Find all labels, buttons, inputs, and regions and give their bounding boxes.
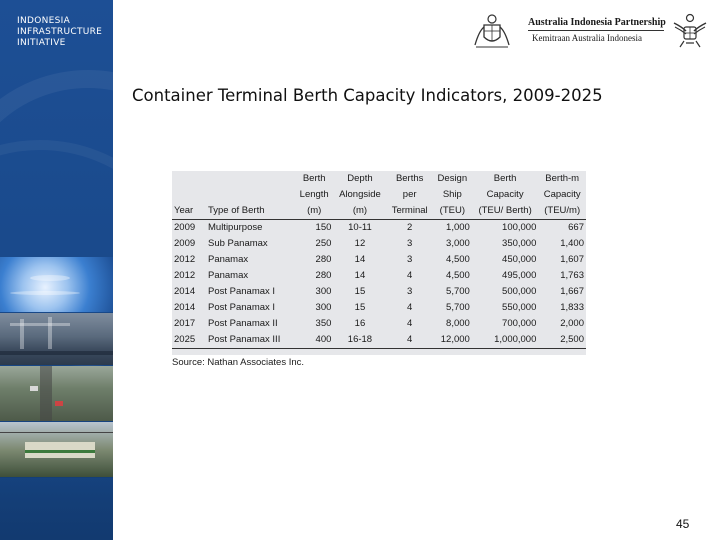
road-photo bbox=[0, 366, 113, 421]
cell: Post Panamax III bbox=[206, 332, 295, 349]
cell: 280 bbox=[315, 270, 332, 281]
cell: 450,000 bbox=[502, 254, 537, 265]
col-header: (TEU/ Berth) bbox=[472, 203, 539, 220]
cell: 5,700 bbox=[446, 302, 470, 313]
cell: 2014 bbox=[174, 286, 196, 297]
col-header: Capacity bbox=[486, 189, 524, 200]
cell: 16 bbox=[354, 318, 366, 329]
cell: 2009 bbox=[174, 238, 196, 249]
cell: 300 bbox=[315, 302, 332, 313]
cell: Post Panamax I bbox=[208, 286, 276, 297]
partnership-subtitle: Kemitraan Australia Indonesia bbox=[532, 33, 642, 43]
cell: 280 bbox=[315, 254, 332, 265]
cell: 4 bbox=[387, 332, 433, 349]
cell: 495,000 bbox=[502, 270, 537, 281]
cell: Post Panamax I bbox=[208, 302, 276, 313]
cell: Sub Panamax bbox=[208, 238, 268, 249]
cell: 2009 bbox=[174, 222, 196, 233]
slide-title: Container Terminal Berth Capacity Indicators, 2009-2025 bbox=[132, 86, 603, 105]
col-header: Berth-m bbox=[545, 173, 580, 184]
cell: Post Panamax II bbox=[208, 318, 278, 329]
cell: 2012 bbox=[174, 270, 196, 281]
cell: 5,700 bbox=[446, 286, 470, 297]
cell: 10-11 bbox=[348, 222, 372, 233]
rail-photo bbox=[0, 422, 113, 477]
col-header: Ship bbox=[442, 189, 462, 200]
table-row bbox=[172, 268, 586, 284]
cell: 1,400 bbox=[560, 238, 584, 249]
cell: 12 bbox=[354, 238, 366, 249]
logo-line: INITIATIVE bbox=[17, 38, 66, 48]
cell: 4 bbox=[407, 318, 413, 329]
cell: 3 bbox=[407, 286, 413, 297]
cell: 300 bbox=[315, 286, 332, 297]
cell: 1,000,000 bbox=[472, 332, 539, 349]
col-header: Berth bbox=[302, 173, 326, 184]
cell: 16-18 bbox=[333, 332, 386, 349]
cell: 2017 bbox=[174, 318, 196, 329]
cell: 1,607 bbox=[560, 254, 584, 265]
cell: 350,000 bbox=[502, 238, 537, 249]
table-source: Source: Nathan Associates Inc. bbox=[172, 357, 305, 368]
table-row bbox=[172, 236, 586, 252]
cell: 350 bbox=[315, 318, 332, 329]
logo-line: INFRASTRUCTURE bbox=[17, 27, 103, 37]
table-row bbox=[172, 284, 586, 300]
col-header: (m) bbox=[333, 203, 386, 220]
partnership-name: Australia Indonesia Partnership bbox=[528, 17, 666, 28]
berth-capacity-table bbox=[172, 171, 586, 355]
cell: Multipurpose bbox=[208, 222, 263, 233]
col-header bbox=[206, 187, 295, 203]
col-header: Length bbox=[299, 189, 329, 200]
cell: 15 bbox=[354, 286, 366, 297]
cell: 700,000 bbox=[502, 318, 537, 329]
cell: 15 bbox=[354, 302, 366, 313]
col-header: Type of Berth bbox=[206, 203, 295, 220]
cell: 100,000 bbox=[502, 222, 537, 233]
cell: 3,000 bbox=[446, 238, 470, 249]
col-header: Terminal bbox=[387, 203, 433, 220]
cell: Panamax bbox=[208, 254, 249, 265]
cell: 14 bbox=[354, 270, 366, 281]
cell: Panamax bbox=[208, 270, 249, 281]
col-header bbox=[172, 171, 206, 187]
col-header: Capacity bbox=[543, 189, 581, 200]
logo-line: INDONESIA bbox=[17, 16, 71, 26]
cell: 4 bbox=[407, 302, 413, 313]
col-header: (TEU) bbox=[433, 203, 472, 220]
col-header bbox=[172, 187, 206, 203]
table-row bbox=[172, 300, 586, 316]
table-row bbox=[172, 252, 586, 268]
cell: 2012 bbox=[174, 254, 196, 265]
cell: 250 bbox=[315, 238, 332, 249]
cell: 3 bbox=[407, 238, 413, 249]
sidebar-fade bbox=[0, 478, 113, 540]
col-header: Design bbox=[437, 173, 468, 184]
cell: 14 bbox=[354, 254, 366, 265]
cell: 2 bbox=[407, 222, 413, 233]
col-header bbox=[206, 171, 295, 187]
cell: 1,667 bbox=[560, 286, 584, 297]
col-header: Depth bbox=[347, 173, 373, 184]
cell: 1,763 bbox=[560, 270, 584, 281]
cell: 12,000 bbox=[433, 332, 472, 349]
col-header: Alongside bbox=[339, 189, 381, 200]
cell: 2,500 bbox=[538, 332, 586, 349]
australia-coat-of-arms-icon bbox=[472, 11, 512, 51]
cell: 500,000 bbox=[502, 286, 537, 297]
col-header: Berth bbox=[493, 173, 517, 184]
col-header: (TEU/m) bbox=[538, 203, 586, 220]
col-header: Berths bbox=[395, 173, 424, 184]
table-row bbox=[172, 220, 586, 237]
col-header: Year bbox=[172, 203, 206, 220]
table-row bbox=[172, 316, 586, 332]
cell: 150 bbox=[315, 222, 332, 233]
cell: 2014 bbox=[174, 302, 196, 313]
cell: 400 bbox=[295, 332, 333, 349]
cell: 8,000 bbox=[446, 318, 470, 329]
cell: 550,000 bbox=[502, 302, 537, 313]
initiative-logo bbox=[17, 16, 102, 49]
col-header: per bbox=[402, 189, 417, 200]
garuda-emblem-icon bbox=[670, 11, 710, 51]
cell: 3 bbox=[407, 254, 413, 265]
port-photo bbox=[0, 313, 113, 365]
table-row bbox=[172, 332, 586, 349]
cell: 4 bbox=[407, 270, 413, 281]
cell: 667 bbox=[568, 222, 584, 233]
col-header: (m) bbox=[295, 203, 333, 220]
partnership-divider bbox=[528, 30, 664, 31]
cell: 1,000 bbox=[446, 222, 470, 233]
cell: 2025 bbox=[172, 332, 206, 349]
page-number: 45 bbox=[676, 517, 690, 531]
cell: 1,833 bbox=[560, 302, 584, 313]
cell: 4,500 bbox=[446, 270, 470, 281]
sidebar bbox=[0, 0, 113, 540]
cell: 4,500 bbox=[446, 254, 470, 265]
water-photo bbox=[0, 257, 113, 312]
cell: 2,000 bbox=[560, 318, 584, 329]
